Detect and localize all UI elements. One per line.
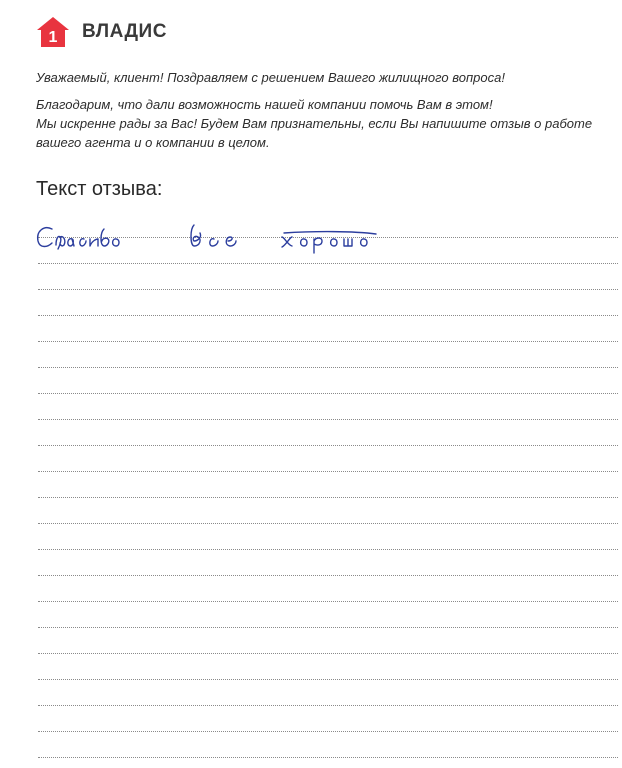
writing-line — [38, 368, 618, 394]
writing-line — [38, 654, 618, 680]
handwritten-review — [34, 215, 594, 255]
company-logo — [36, 16, 167, 48]
writing-line — [38, 680, 618, 706]
writing-line — [38, 264, 618, 290]
handwriting-scribble — [34, 215, 594, 255]
house-logo-icon — [36, 16, 70, 48]
writing-line — [38, 498, 618, 524]
writing-line — [38, 576, 618, 602]
writing-line — [38, 732, 618, 758]
intro-body-line-2: Мы искренне рады за Вас! Будем Вам признательны, если Вы напишите отзыв о работе — [36, 116, 593, 131]
writing-line — [38, 394, 618, 420]
greeting-line: Уважаемый, клиент! Поздравляем с решением Вашего жилищного вопроса! — [36, 70, 505, 85]
review-writing-lines — [38, 212, 618, 758]
writing-line — [38, 290, 618, 316]
intro-body-line-1: Благодарим, что дали возможность нашей компании помочь Вам в этом! — [36, 97, 493, 112]
writing-line — [38, 524, 618, 550]
intro-body-line-3: вашего агента и о компании в целом. — [36, 135, 270, 150]
writing-line — [38, 706, 618, 732]
writing-line — [38, 602, 618, 628]
writing-line — [38, 342, 618, 368]
writing-line — [38, 628, 618, 654]
intro-text — [36, 68, 606, 152]
brand-name: ВЛАДИС — [82, 21, 167, 42]
logo-digit: 1 — [48, 29, 58, 46]
writing-line — [38, 316, 618, 342]
writing-line — [38, 472, 618, 498]
writing-line — [38, 550, 618, 576]
review-section-title: Текст отзыва: — [36, 178, 163, 200]
